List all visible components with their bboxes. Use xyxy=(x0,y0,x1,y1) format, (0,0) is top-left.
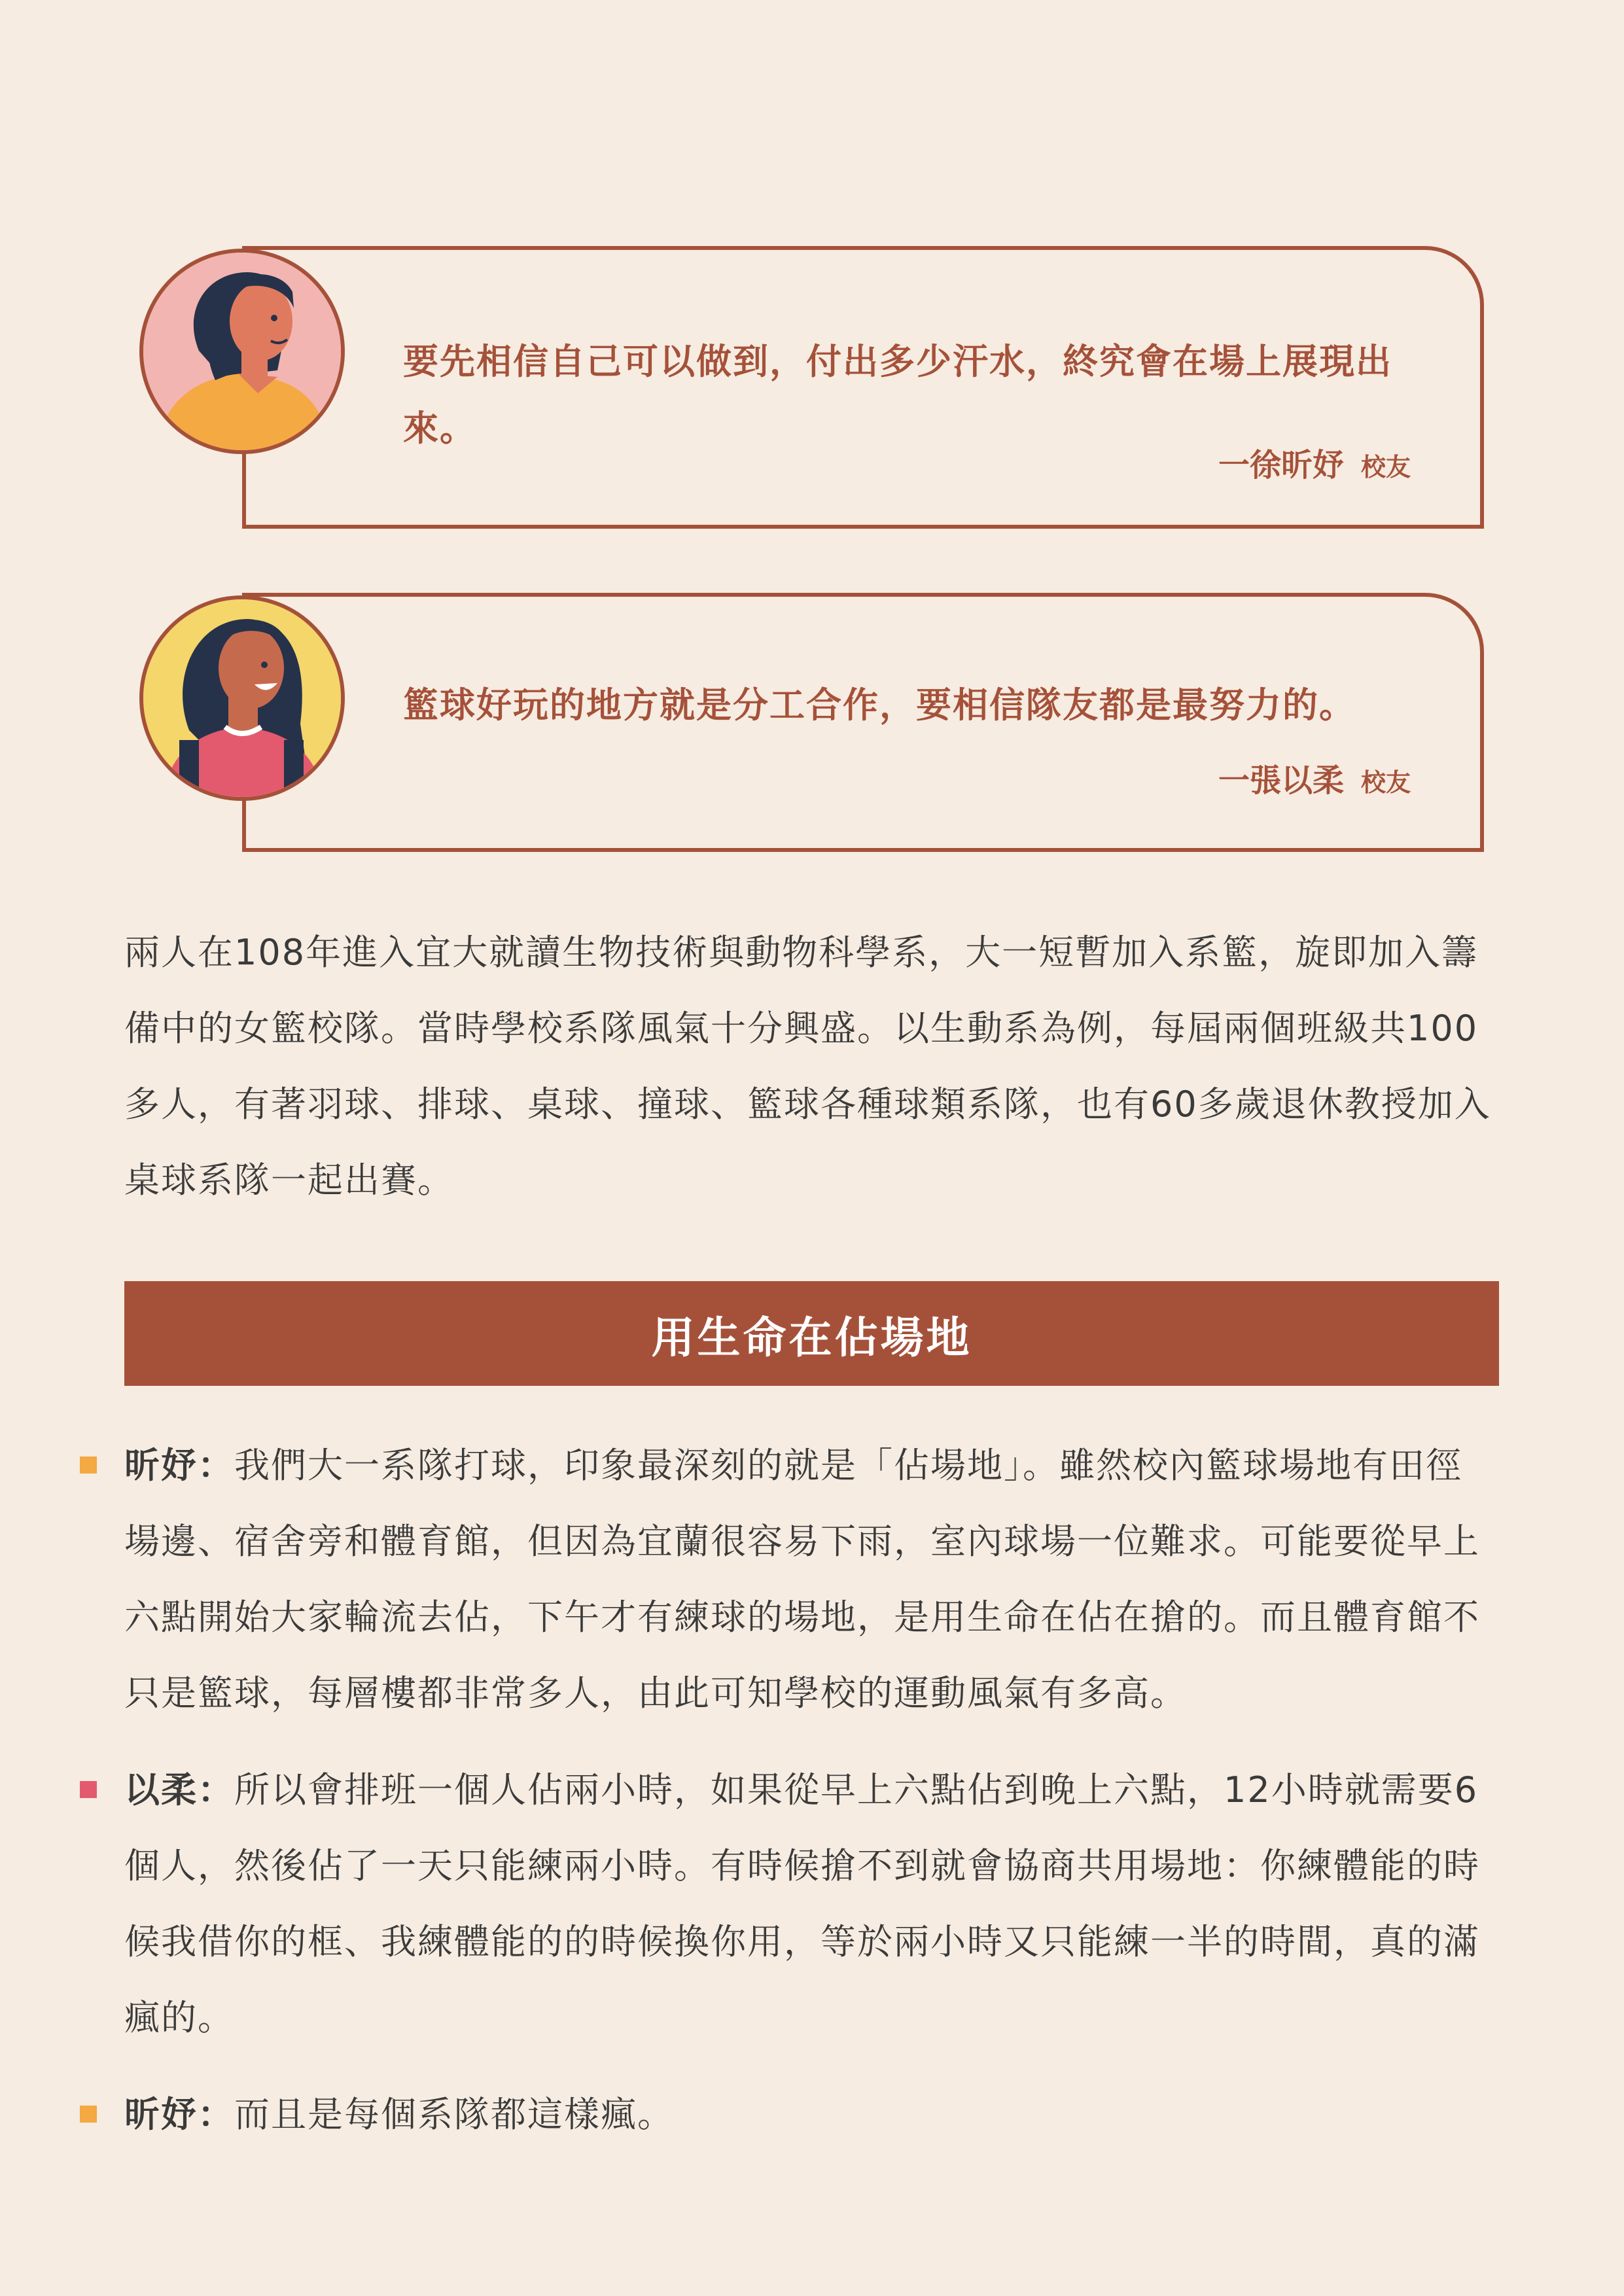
intro-paragraph: 兩人在108年進入宜大就讀生物技術與動物科學系，大一短暫加入系籃，旋即加入籌備中的女籃校隊。當時學校系隊風氣十分興盛。以生動系為例，每屆兩個班級共100多人，有著羽球、排球、桌球、撞球、籃球各種球類系隊，也有60多歲退休教授加入桌球系隊一起出賽。 xyxy=(124,932,1491,1201)
woman-avatar-icon xyxy=(143,599,341,797)
quote-author: 一張以柔 xyxy=(1218,762,1344,799)
dialogue-text: 而且是每個系隊都這樣瘋。 xyxy=(234,2094,674,2135)
dialogue-paragraph xyxy=(124,1428,1498,1731)
quote-signature xyxy=(1218,755,1411,800)
quote-author: 一徐昕妤 xyxy=(1218,447,1344,484)
avatar-icon xyxy=(139,249,345,454)
quote-card xyxy=(242,593,1484,852)
speaker-name: 昕妤： xyxy=(124,1445,234,1486)
quote-text: 要先相信自己可以做到，付出多少汗水，終究會在場上展現出來。 xyxy=(403,341,1392,449)
bullet-square-icon xyxy=(80,1781,97,1798)
quote-role: 校友 xyxy=(1360,768,1411,797)
bullet-square-icon xyxy=(80,2106,97,2123)
quote-card xyxy=(242,246,1484,529)
quote-signature xyxy=(1218,440,1411,485)
section-title: 用生命在佔場地 xyxy=(651,1312,972,1363)
quote-text: 籃球好玩的地方就是分工合作，要相信隊友都是最努力的。 xyxy=(403,684,1356,726)
quote-role: 校友 xyxy=(1360,453,1411,482)
dialogue-paragraph xyxy=(124,1752,1498,2056)
dialogue-paragraph xyxy=(124,2077,1498,2153)
bullet-square-icon xyxy=(80,1457,97,1474)
section-title-bar xyxy=(124,1281,1499,1386)
woman-avatar-icon xyxy=(143,253,341,450)
dialogue-text: 我們大一系隊打球，印象最深刻的就是「佔場地」。雖然校內籃球場地有田徑場邊、宿舍旁和體育館，但因為宜蘭很容易下雨，室內球場一位難求。可能要從早上六點開始大家輪流去佔，下午才有練球的場地，是用生命在佔在搶的。而且體育館不只是籃球，每層樓都非常多人，由此可知學校的運動風氣有多高。 xyxy=(124,1445,1480,1714)
speaker-name: 昕妤： xyxy=(124,2094,234,2135)
dialogue-text: 所以會排班一個人佔兩小時，如果從早上六點佔到晚上六點，12小時就需要6個人，然後佔了一天只能練兩小時。有時候搶不到就會協商共用場地：你練體能的時候我借你的框、我練體能的的時候換你用，等於兩小時又只能練一半的時間，真的滿瘋的。 xyxy=(124,1769,1480,2038)
speaker-name: 以柔： xyxy=(124,1769,234,1810)
avatar-icon xyxy=(139,595,345,801)
